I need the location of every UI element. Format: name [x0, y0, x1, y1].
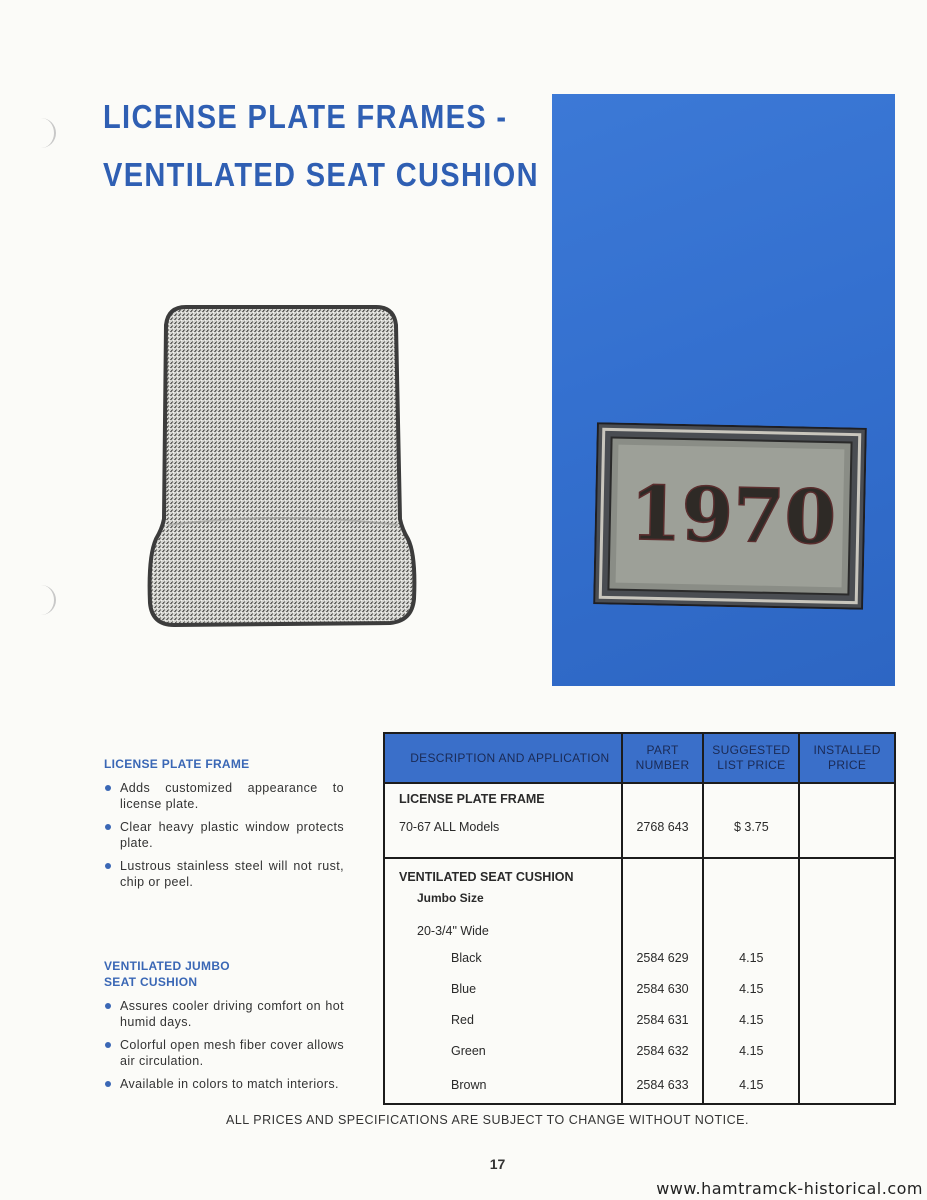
section-license-plate-frame: LICENSE PLATE FRAME	[384, 783, 622, 814]
row-list-price: 4.15	[703, 1066, 799, 1104]
row-part-number: 2584 633	[622, 1066, 704, 1104]
header-list-price-line-1: SUGGESTED	[712, 743, 791, 757]
row-color: Green	[384, 1035, 622, 1066]
license-plate-frame-heading: LICENSE PLATE FRAME	[104, 757, 250, 771]
size-width: 20-3/4" Wide	[384, 920, 622, 942]
license-plate-frame-features	[104, 756, 344, 897]
table-row	[384, 858, 895, 889]
page-number: 17	[489, 1156, 506, 1172]
header-installed-price-line-1: INSTALLED	[813, 743, 881, 757]
seat-cushion-heading-line-2: SEAT CUSHION	[104, 975, 198, 989]
header-installed-price	[799, 733, 895, 783]
title-line-2: VENTILATED SEAT CUSHION	[103, 156, 539, 193]
table-header-row	[384, 733, 895, 783]
binder-hole-middle	[38, 585, 56, 615]
header-list-price-line-2: LIST PRICE	[717, 758, 786, 772]
table-row	[384, 1066, 895, 1104]
row-color: Black	[384, 942, 622, 973]
header-installed-price-line-2: PRICE	[828, 758, 867, 772]
row-part-number: 2584 632	[622, 1035, 704, 1066]
seat-cushion-features	[104, 958, 344, 1099]
header-part-number-line-1: PART	[646, 743, 679, 757]
feature-bullet: Assures cooler driving comfort on hot humid days.	[104, 998, 344, 1030]
header-part-number-line-2: NUMBER	[635, 758, 690, 772]
seat-cushion-heading-line-1: VENTILATED JUMBO	[104, 959, 230, 973]
table-row	[384, 973, 895, 1004]
row-color: Brown	[384, 1066, 622, 1104]
table-row	[384, 889, 895, 920]
row-color: Red	[384, 1004, 622, 1035]
title-line-1: LICENSE PLATE FRAMES -	[103, 98, 508, 135]
plate-number-text: 1970	[629, 470, 837, 562]
row-list-price: 4.15	[703, 942, 799, 973]
row-color: Blue	[384, 973, 622, 1004]
header-list-price	[703, 733, 799, 783]
feature-bullet: Lustrous stainless steel will not rust, chip or peel.	[104, 858, 344, 890]
row-part-number: 2584 631	[622, 1004, 704, 1035]
license-plate-frame-image	[593, 422, 867, 610]
parts-price-table	[383, 732, 896, 1105]
table-row	[384, 1004, 895, 1035]
price-notice: ALL PRICES AND SPECIFICATIONS ARE SUBJECT TO CHANGE WITHOUT NOTICE.	[226, 1113, 749, 1127]
row-list-price: 4.15	[703, 973, 799, 1004]
row-list-price: $ 3.75	[703, 814, 799, 858]
header-part-number	[622, 733, 704, 783]
feature-bullet: Available in colors to match interiors.	[104, 1076, 344, 1092]
table-row	[384, 920, 895, 942]
seat-cushion-image	[146, 303, 418, 630]
table-row	[384, 814, 895, 858]
binder-hole-top	[38, 118, 56, 148]
website-watermark: www.hamtramck-historical.com	[656, 1179, 923, 1198]
header-description: DESCRIPTION AND APPLICATION	[384, 733, 622, 783]
table-row	[384, 783, 895, 814]
row-description: 70-67 ALL Models	[384, 814, 622, 858]
row-part-number: 2584 629	[622, 942, 704, 973]
feature-bullet: Clear heavy plastic window protects plate.	[104, 819, 344, 851]
table-row	[384, 1035, 895, 1066]
row-part-number: 2768 643	[622, 814, 704, 858]
table-row	[384, 942, 895, 973]
row-list-price: 4.15	[703, 1035, 799, 1066]
subsection-jumbo-size: Jumbo Size	[384, 889, 622, 920]
row-part-number: 2584 630	[622, 973, 704, 1004]
feature-bullet: Colorful open mesh fiber cover allows air circulation.	[104, 1037, 344, 1069]
row-list-price: 4.15	[703, 1004, 799, 1035]
section-seat-cushion: VENTILATED SEAT CUSHION	[384, 858, 622, 889]
page-title	[103, 88, 543, 204]
feature-bullet: Adds customized appearance to license plate.	[104, 780, 344, 812]
